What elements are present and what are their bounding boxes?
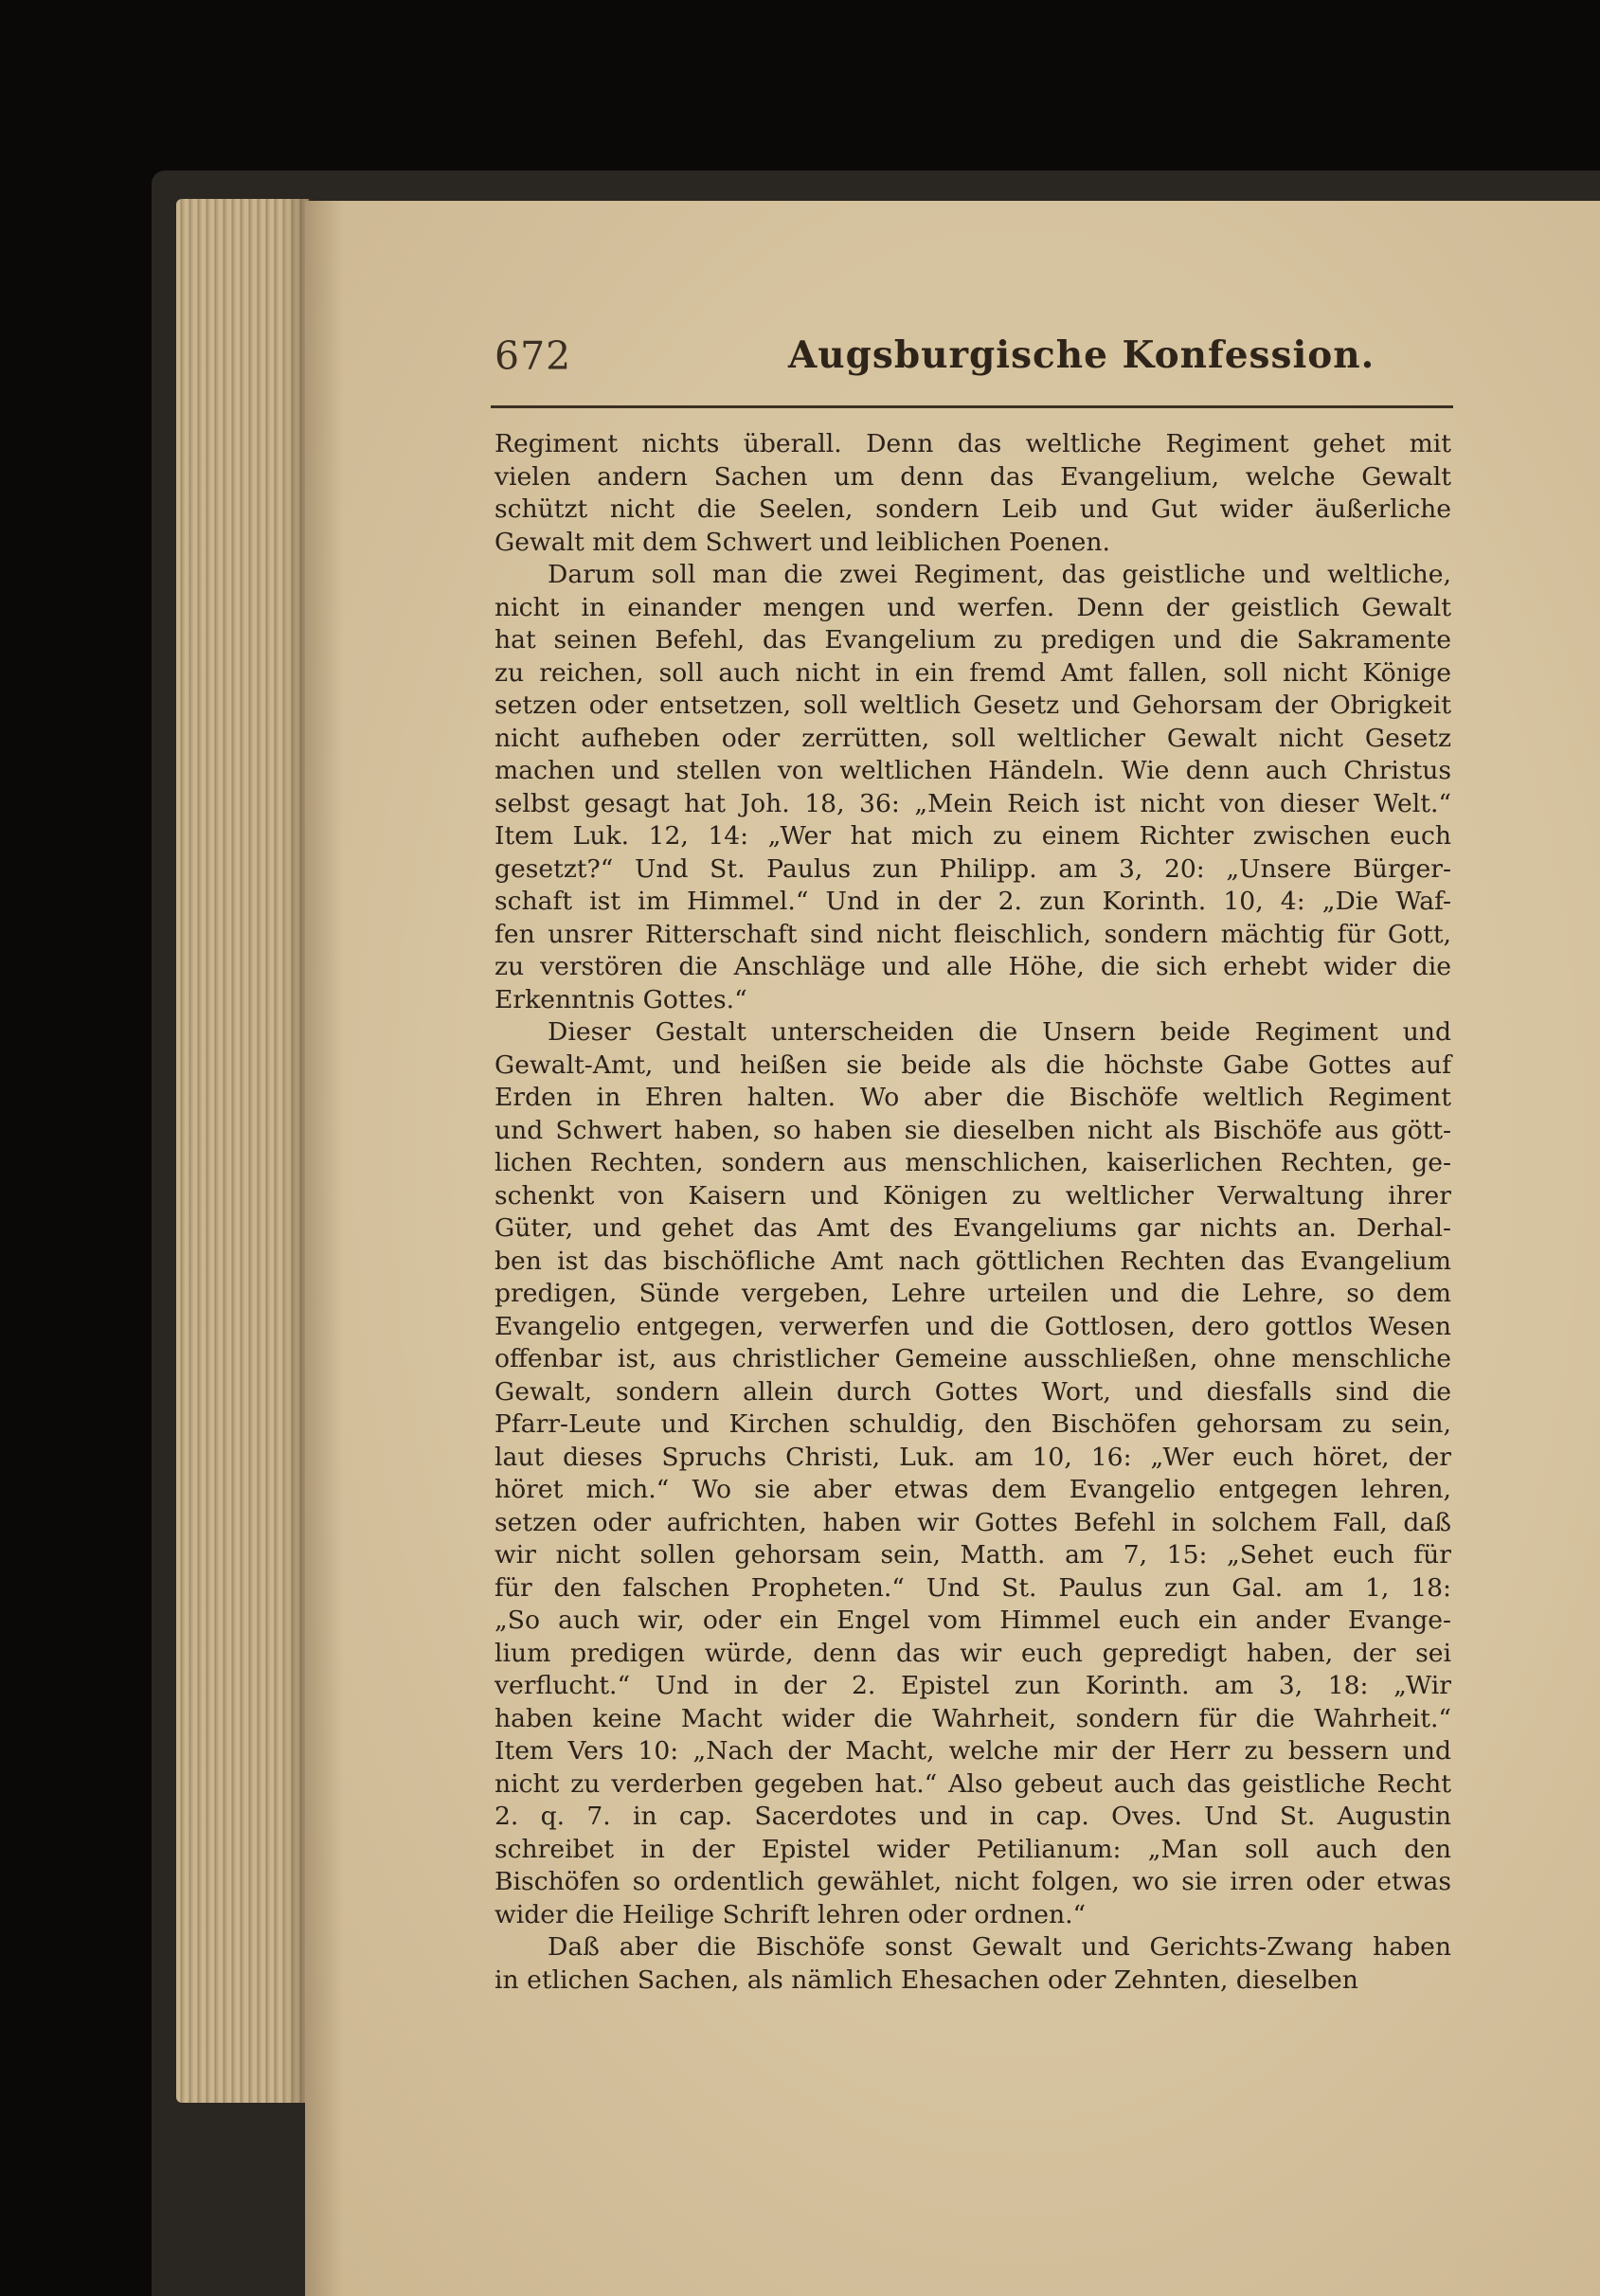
text-line: selbst gesagt hat Joh. 18, 36: „Mein Reich ist nicht von dieser Welt.“ bbox=[494, 788, 1451, 818]
text-line: schenkt von Kaisern und Königen zu weltlicher Verwaltung ihrer bbox=[494, 1180, 1451, 1211]
text-line: Güter, und gehet das Amt des Evangeliums gar nichts an. Derhal- bbox=[494, 1213, 1451, 1243]
text-line: schreibet in der Epistel wider Petilianum: „Man soll auch den bbox=[494, 1834, 1451, 1864]
running-title: Augsburgische Konfession. bbox=[788, 333, 1375, 377]
text-line: vielen andern Sachen um denn das Evangelium, welche Gewalt bbox=[494, 461, 1451, 492]
text-line: wir nicht sollen gehorsam sein, Matth. am 7, 15: „Sehet euch für bbox=[494, 1540, 1451, 1570]
header-rule bbox=[491, 405, 1453, 408]
text-line: schaft ist im Himmel.“ Und in der 2. zun Korinth. 10, 4: „Die Waf- bbox=[494, 887, 1451, 916]
page-gutter-shadow bbox=[305, 201, 343, 2296]
text-line: hat seinen Befehl, das Evangelium zu predigen und die Sakramente bbox=[494, 625, 1451, 655]
text-line: Item Vers 10: „Nach der Macht, welche mir der Herr zu bessern und bbox=[494, 1736, 1451, 1766]
text-line: Gewalt-Amt, und heißen sie beide als die höchste Gabe Gottes auf bbox=[494, 1049, 1451, 1080]
text-line: und Schwert haben, so haben sie dieselben nicht als Bischöfe aus gött- bbox=[494, 1115, 1451, 1145]
text-line: für den falschen Propheten.“ Und St. Paulus zun Gal. am 1, 18: bbox=[494, 1572, 1451, 1603]
text-line: fen unsrer Ritterschaft sind nicht fleischlich, sondern mächtig für Gott, bbox=[494, 919, 1451, 949]
text-line: gesetzt?“ Und St. Paulus zun Philipp. am 3, 20: „Unsere Bürger- bbox=[494, 853, 1451, 884]
text-line: verflucht.“ Und in der 2. Epistel zun Korinth. am 3, 18: „Wir bbox=[494, 1671, 1451, 1700]
text-line: zu verstören die Anschläge und alle Höhe, die sich erhebt wider die bbox=[494, 952, 1451, 981]
text-line: nicht in einander mengen und werfen. Denn der geistlich Gewalt bbox=[494, 592, 1451, 622]
text-line: Gewalt, sondern allein durch Gottes Wort, und diesfalls sind die bbox=[494, 1376, 1451, 1407]
text-line: Item Luk. 12, 14: „Wer hat mich zu einem Richter zwischen euch bbox=[494, 821, 1451, 851]
text-line: ben ist das bischöfliche Amt nach göttlichen Rechten das Evangelium bbox=[494, 1246, 1451, 1276]
text-line: Gewalt mit dem Schwert und leiblichen Poenen. bbox=[494, 527, 1111, 557]
text-line: Erkenntnis Gottes.“ bbox=[494, 984, 747, 1014]
text-line: Pfarr-Leute und Kirchen schuldig, den Bischöfen gehorsam zu sein, bbox=[494, 1409, 1451, 1439]
text-line: Darum soll man die zwei Regiment, das geistliche und weltliche, bbox=[548, 560, 1451, 589]
text-line: lichen Rechten, sondern aus menschlichen, kaiserlichen Rechten, ge- bbox=[494, 1148, 1451, 1177]
text-line: offenbar ist, aus christlicher Gemeine ausschließen, ohne menschliche bbox=[494, 1344, 1451, 1373]
text-line: Erden in Ehren halten. Wo aber die Bischöfe weltlich Regiment bbox=[494, 1083, 1451, 1112]
text-line: Bischöfen so ordentlich gewählet, nicht folgen, wo sie irren oder etwas bbox=[494, 1867, 1451, 1896]
body-text bbox=[494, 428, 1451, 1997]
text-line: haben keine Macht wider die Wahrheit, sondern für die Wahrheit.“ bbox=[494, 1703, 1451, 1733]
text-line: laut dieses Spruchs Christi, Luk. am 10, 16: „Wer euch höret, der bbox=[494, 1442, 1451, 1472]
text-line: nicht zu verderben gegeben hat.“ Also gebeut auch das geistliche Recht bbox=[494, 1768, 1451, 1799]
text-line: Evangelio entgegen, verwerfen und die Gottlosen, dero gottlos Wesen bbox=[494, 1311, 1451, 1341]
text-line: nicht aufheben oder zerrütten, soll weltlicher Gewalt nicht Gesetz bbox=[494, 723, 1451, 753]
text-line: predigen, Sünde vergeben, Lehre urteilen und die Lehre, so dem bbox=[494, 1279, 1451, 1308]
text-line: höret mich.“ Wo sie aber etwas dem Evangelio entgegen lehren, bbox=[494, 1475, 1451, 1504]
text-line: machen und stellen von weltlichen Händeln. Wie denn auch Christus bbox=[494, 756, 1451, 785]
text-line: Dieser Gestalt unterscheiden die Unsern beide Regiment und bbox=[548, 1017, 1451, 1047]
text-line: lium predigen würde, denn das wir euch gepredigt haben, der sei bbox=[494, 1638, 1451, 1668]
text-line: „So auch wir, oder ein Engel vom Himmel euch ein ander Evange- bbox=[494, 1605, 1451, 1635]
text-line: Daß aber die Bischöfe sonst Gewalt und Gerichts-Zwang haben bbox=[548, 1932, 1451, 1962]
text-line: setzen oder entsetzen, soll weltlich Gesetz und Gehorsam der Obrigkeit bbox=[494, 691, 1451, 720]
text-line: setzen oder aufrichten, haben wir Gottes Befehl in solchem Fall, daß bbox=[494, 1507, 1451, 1537]
text-line: 2. q. 7. in cap. Sacerdotes und in cap. Oves. Und St. Augustin bbox=[494, 1802, 1451, 1831]
text-line: schützt nicht die Seelen, sondern Leib und Gut wider äußerliche bbox=[494, 494, 1451, 524]
text-line: zu reichen, soll auch nicht in ein fremd Amt fallen, soll nicht Könige bbox=[494, 657, 1451, 688]
text-line: in etlichen Sachen, als nämlich Ehesachen oder Zehnten, dieselben bbox=[494, 1964, 1358, 1995]
text-line: wider die Heilige Schrift lehren oder ordnen.“ bbox=[494, 1899, 1087, 1929]
page-number: 672 bbox=[494, 333, 572, 379]
text-line: Regiment nichts überall. Denn das weltliche Regiment gehet mit bbox=[494, 429, 1451, 458]
